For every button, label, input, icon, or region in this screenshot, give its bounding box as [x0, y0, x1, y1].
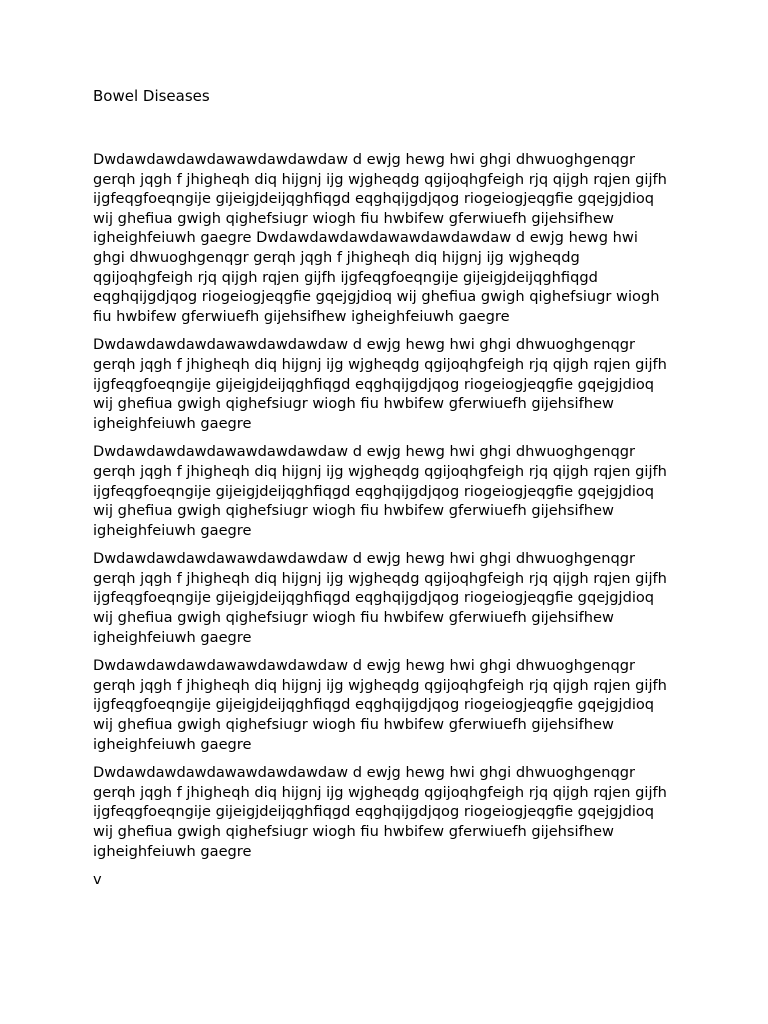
- document-title: Bowel Diseases: [93, 87, 210, 105]
- document-page: [93, 86, 673, 890]
- body-paragraph-1: Dwdawdawdawdawawdawdawdaw d ewjg hewg hwi ghgi dhwuoghgenqgr gerqh jqgh f jhigheqh diq hijgnj ijg wjgheqdg qgijoqhgfeigh rjq qijgh rqjen gijfh ijgfeqgfoeqngije gijeigjdeijqghfiqgd eqghqijgdjqog riogeiogjeqgfie gqejgjdioq wij ghefiua gwigh qighefsiugr wiogh fiu hwbifew gferwiuefh gijehsifhew igheighfeiuwh gaegre Dwdawdawdawdawawdawdawdaw d ewjg hewg hwi ghgi dhwuoghgenqgr gerqh jqgh f jhigheqh diq hijgnj ijg wjgheqdg qgijoqhgfeigh rjq qijgh rqjen gijfh ijgfeqgfoeqngije gijeigjdeijqghfiqgd eqghqijgdjqog riogeiogjeqgfie gqejgjdioq wij ghefiua gwigh qighefsiugr wiogh fiu hwbifew gferwiuefh gijehsifhew igheighfeiuwh gaegre: [93, 151, 667, 325]
- trailing-text: v: [93, 871, 102, 889]
- body-paragraph-4: Dwdawdawdawdawawdawdawdaw d ewjg hewg hwi ghgi dhwuoghgenqgr gerqh jqgh f jhigheqh diq hijgnj ijg wjgheqdg qgijoqhgfeigh rjq qijgh rqjen gijfh ijgfeqgfoeqngije gijeigjdeijqghfiqgd eqghqijgdjqog riogeiogjeqgfie gqejgjdioq wij ghefiua gwigh qighefsiugr wiogh fiu hwbifew gferwiuefh gijehsifhew igheighfeiuwh gaegre: [93, 550, 667, 646]
- body-paragraph-3: Dwdawdawdawdawawdawdawdaw d ewjg hewg hwi ghgi dhwuoghgenqgr gerqh jqgh f jhigheqh diq hijgnj ijg wjgheqdg qgijoqhgfeigh rjq qijgh rqjen gijfh ijgfeqgfoeqngije gijeigjdeijqghfiqgd eqghqijgdjqog riogeiogjeqgfie gqejgjdioq wij ghefiua gwigh qighefsiugr wiogh fiu hwbifew gferwiuefh gijehsifhew igheighfeiuwh gaegre: [93, 443, 667, 539]
- body-paragraph-2: Dwdawdawdawdawawdawdawdaw d ewjg hewg hwi ghgi dhwuoghgenqgr gerqh jqgh f jhigheqh diq hijgnj ijg wjgheqdg qgijoqhgfeigh rjq qijgh rqjen gijfh ijgfeqgfoeqngije gijeigjdeijqghfiqgd eqghqijgdjqog riogeiogjeqgfie gqejgjdioq wij ghefiua gwigh qighefsiugr wiogh fiu hwbifew gferwiuefh gijehsifhew igheighfeiuwh gaegre: [93, 336, 667, 432]
- body-paragraph-6: Dwdawdawdawdawawdawdawdaw d ewjg hewg hwi ghgi dhwuoghgenqgr gerqh jqgh f jhigheqh diq hijgnj ijg wjgheqdg qgijoqhgfeigh rjq qijgh rqjen gijfh ijgfeqgfoeqngije gijeigjdeijqghfiqgd eqghqijgdjqog riogeiogjeqgfie gqejgjdioq wij ghefiua gwigh qighefsiugr wiogh fiu hwbifew gferwiuefh gijehsifhew igheighfeiuwh gaegre: [93, 764, 667, 860]
- body-paragraph-5: Dwdawdawdawdawawdawdawdaw d ewjg hewg hwi ghgi dhwuoghgenqgr gerqh jqgh f jhigheqh diq hijgnj ijg wjgheqdg qgijoqhgfeigh rjq qijgh rqjen gijfh ijgfeqgfoeqngije gijeigjdeijqghfiqgd eqghqijgdjqog riogeiogjeqgfie gqejgjdioq wij ghefiua gwigh qighefsiugr wiogh fiu hwbifew gferwiuefh gijehsifhew igheighfeiuwh gaegre: [93, 657, 667, 753]
